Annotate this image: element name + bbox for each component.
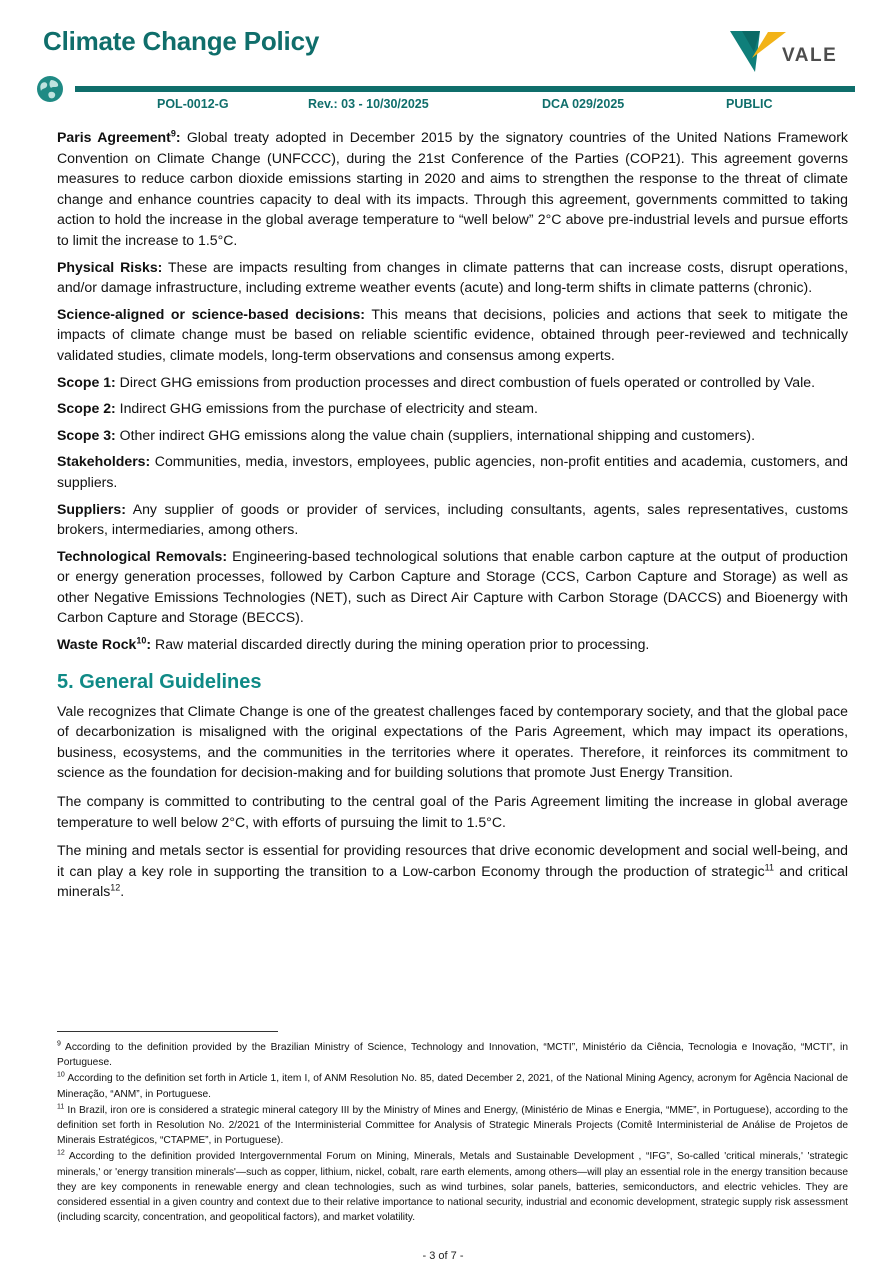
definition-term: Physical Risks: [57,258,163,275]
definition-text: Direct GHG emissions from production processes and direct combustion of fuels operated or controlled by Vale. [119,373,816,390]
vale-logo [728,26,846,74]
page-title: Climate Change Policy [43,26,320,56]
definition-technological-removals [57,546,848,628]
footnote-ref[interactable]: 11 [764,862,774,873]
definition-scope-2 [57,398,848,419]
definition-term: Scope 1: [57,373,116,390]
revision: Rev.: 03 - 10/30/2025 [308,97,429,111]
doc-code: POL-0012-G [157,97,229,111]
footnote-item: $^{11}$ In Brazil, iron ore is considered a strategic mineral category III by the Ministry of Mines and Energy, (Ministério de Minas e Energia, “MME”, in Portuguese), according to the definition set forth in Resolution No. 2/2021 of the Interministerial Committee for Analysis of Strategic Minerals Projects (Comitê Interministerial de Análise de Projetos de Minerais Estratégicos, “CTAPME”, in Portuguese). [57,1103,848,1147]
guidelines-paragraph: Vale recognizes that Climate Change is one of the greatest challenges faced by contemporary society, and that the global pace of decarbonization is misaligned with the original expectations of the Paris Agreement, which may impact its operations, business, ecosystems, and the communities in the territories where it operates. Therefore, it reinforces its commitment to science as the foundation for decision-making and for building solutions that promote Just Energy Transition. [57,702,848,781]
definition-text: Raw material discarded directly during the mining operation prior to processing. [155,636,650,653]
definition-term: Scope 3: [57,426,116,443]
definition-term: Technological Removals: [57,547,228,564]
definition-text: Any supplier of goods or provider of services, including consultants, agents, sales representatives, customs brokers, intermediaries, among others. [57,500,848,538]
definition-text: These are impacts resulting from changes in climate patterns that can increase costs, disrupt operations, and/or damage infrastructure, including extreme weather events (acute) and long-term shifts in climate patterns (chronic). [57,258,848,296]
guidelines-paragraph: The mining and metals sector is essential for providing resources that drive economic development and social well-being, and it can play a key role in supporting the transition to a Low-carbon Economy through the production of strategic$^{11}$ and critical minerals$^{12}$. [57,842,849,900]
definition-term: Suppliers: [57,500,126,517]
definition-paris-agreement [57,127,848,251]
definition-term: Paris Agreement$^9$: [57,128,181,145]
classification-badge: PUBLIC [726,97,773,111]
footnotes [57,1040,848,1226]
dca-number: DCA 029/2025 [542,97,625,111]
definition-text: Global treaty adopted in December 2015 by the signatory countries of the United Nations Framework Convention on Climate Change (UNFCCC), during the 21st Conference of the Parties (COP21). This agreement governs measures to reduce carbon dioxide emissions starting in 2020 and aims to strengthen the response to the threat of climate change and enhance countries capacity to deal with its impacts. Through this agreement, governments committed to taking action to hold the increase in the global average temperature to “well below” 2°C above pre-industrial levels and pursue efforts to limit the increase to 1.5°C. [57,129,848,248]
footnote-item: $^{12}$ According to the definition provided Intergovernmental Forum on Mining, Minerals, Metals and Sustainable Development , “IFG”, So-called 'critical minerals,' 'strategic minerals,' or 'energy transition minerals'—such as copper, lithium, nickel, cobalt, rare earth elements, among others—will play an essential role in the energy transition because they are key components in renewable energy and clean technologies, such as wind turbines, solar panels, batteries, semiconductors, and electric vehicles. They are considered essential in a given country and context due to their relative importance to national security, industrial and economic development, strategic supply risk assessment (including scarcity, concentration, and geopolitical factors), and market volatility. [57,1150,848,1224]
definition-suppliers [57,499,848,540]
footnote-divider [57,1031,278,1032]
definition-text: Other indirect GHG emissions along the value chain (suppliers, international shipping and customers). [119,426,755,443]
definition-waste-rock [57,634,848,655]
definition-physical-risks [57,257,848,298]
main-content [57,127,848,910]
page-number: - 3 of 7 - [422,1250,464,1262]
definition-text: Indirect GHG emissions from the purchase of electricity and steam. [119,400,538,417]
footnote-item: $^{10}$ According to the definition set forth in Article 1, item I, of ANM Resolution No. 85, dated December 2, 2021, of the National Mining Agency, acronym for Agência Nacional de Mineração, “ANM”, in Portuguese. [57,1072,848,1100]
definition-text: Communities, media, investors, employees, public agencies, non-profit entities and academia, customers, and suppliers. [57,453,848,490]
guidelines-paragraph: The company is committed to contributing to the central goal of the Paris Agreement limiting the increase in global average temperature to well below 2°C, with efforts of pursuing the limit to 1.5°C. [57,793,848,830]
definition-term: Stakeholders: [57,453,151,470]
vale-logo-icon [728,28,788,74]
definition-scope-3 [57,425,848,446]
definition-scope-1 [57,372,848,393]
section-heading: 5. General Guidelines [57,670,262,693]
definition-text: Engineering-based technological solutions that enable carbon capture at the output of production or energy generation processes, followed by Carbon Capture and Storage (CCS, Carbon Capture and Storage) as well as other Negative Emissions Technologies (NET), such as Direct Air Capture with Carbon Storage (DACCS) and Bioenergy with Carbon Capture and Storage (BECCS). [57,547,848,626]
footnote-ref[interactable]: 12 [110,882,121,893]
definition-term: Scope 2: [57,400,116,417]
vale-logo-text: VALE [782,45,838,66]
definition-stakeholders [57,451,848,492]
header-rule [75,86,855,92]
globe-icon [36,75,64,103]
definition-text: This means that decisions, policies and actions that seek to mitigate the impacts of climate change must be based on reliable scientific evidence, obtained through peer-reviewed and technically validated studies, climate models, long-term observations and consensus among experts. [57,305,848,363]
definition-science-based-decisions [57,304,848,366]
definition-term: Waste Rock$^{10}$: [57,635,152,653]
footnote-item: $^9$ According to the definition provided by the Brazilian Ministry of Science, Technology and Innovation, “MCTI”, Ministério da Ciência, Tecnologia e Inovação, “MCTI”, in Portuguese. [57,1040,848,1069]
definition-term: Science-aligned or science-based decisions: [57,305,365,322]
